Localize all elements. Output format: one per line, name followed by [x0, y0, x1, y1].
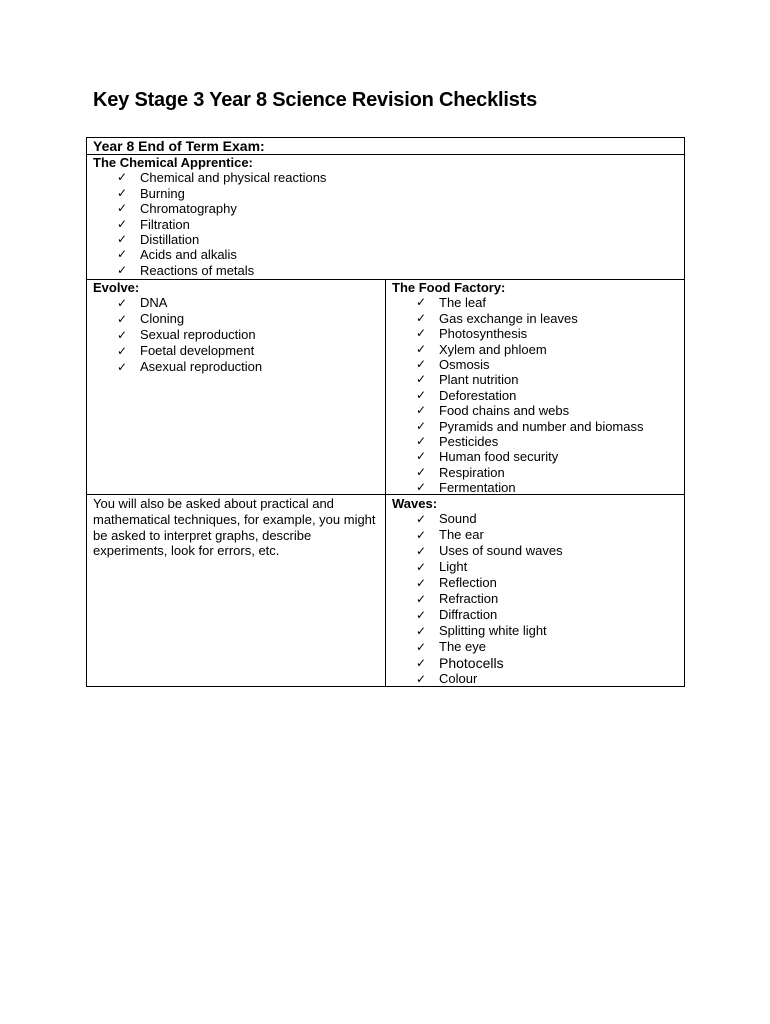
- checklist-item: ✓ Sexual reproduction: [117, 327, 262, 343]
- checklist-item: ✓ Light: [416, 559, 563, 575]
- chemical-apprentice-list: [93, 170, 326, 278]
- checklist-item: ✓ Reactions of metals: [117, 263, 326, 278]
- checklist-item: ✓ Uses of sound waves: [416, 543, 563, 559]
- checklist-item: ✓ Gas exchange in leaves: [416, 311, 644, 326]
- checklist-item: ✓ Colour: [416, 671, 563, 687]
- table-column-divider: [385, 279, 386, 687]
- evolve-list: [93, 295, 262, 375]
- checklist-item: ✓ Plant nutrition: [416, 372, 644, 387]
- section-heading-food-factory: The Food Factory:: [392, 280, 506, 295]
- checklist-item: ✓ Refraction: [416, 591, 563, 607]
- checklist-item: ✓ Foetal development: [117, 343, 262, 359]
- checklist-item: ✓ Splitting white light: [416, 623, 563, 639]
- section-heading-waves: Waves:: [392, 496, 438, 511]
- chemical-apprentice-section: [93, 155, 326, 278]
- checklist-item: ✓ Diffraction: [416, 607, 563, 623]
- checklist-item: ✓ DNA: [117, 295, 262, 311]
- checklist-item: ✓ Osmosis: [416, 357, 644, 372]
- document-title: Key Stage 3 Year 8 Science Revision Checklists: [93, 89, 538, 111]
- checklist-item: ✓ Burning: [117, 186, 326, 201]
- revision-checklist-table: [86, 137, 685, 687]
- checklist-item: ✓ The ear: [416, 527, 563, 543]
- checklist-item: ✓ Food chains and webs: [416, 403, 644, 418]
- evolve-section: [93, 280, 262, 375]
- checklist-item: ✓ Cloning: [117, 311, 262, 327]
- exam-heading: Year 8 End of Term Exam:: [93, 138, 265, 154]
- checklist-item: ✓ The eye: [416, 639, 563, 655]
- practical-skills-note: You will also be asked about practical and mathematical techniques, for example, you might be asked to interpret graphs, describe experiments, look for errors, etc.: [93, 496, 376, 559]
- checklist-item: ✓ Photocells: [416, 655, 563, 671]
- checklist-item: ✓ Filtration: [117, 217, 326, 232]
- checklist-item: ✓ Xylem and phloem: [416, 342, 644, 357]
- checklist-item: ✓ Deforestation: [416, 388, 644, 403]
- food-factory-list: [392, 295, 644, 495]
- checklist-item: ✓ Asexual reproduction: [117, 359, 262, 375]
- food-factory-section: [392, 280, 644, 496]
- checklist-item: ✓ Chemical and physical reactions: [117, 170, 326, 185]
- checklist-item: ✓ Photosynthesis: [416, 326, 644, 341]
- checklist-item: ✓ Distillation: [117, 232, 326, 247]
- checklist-item: ✓ Chromatography: [117, 201, 326, 216]
- checklist-item: ✓ The leaf: [416, 295, 644, 310]
- checklist-item: ✓ Pyramids and number and biomass: [416, 419, 644, 434]
- checklist-item: ✓ Fermentation: [416, 480, 644, 495]
- checklist-item: ✓ Acids and alkalis: [117, 247, 326, 262]
- checklist-item: ✓ Respiration: [416, 465, 644, 480]
- checklist-item: ✓ Reflection: [416, 575, 563, 591]
- checklist-item: ✓ Pesticides: [416, 434, 644, 449]
- checklist-item: ✓ Human food security: [416, 449, 644, 464]
- waves-section: [392, 496, 563, 687]
- waves-list: [392, 511, 563, 687]
- section-heading-chemical-apprentice: The Chemical Apprentice:: [93, 155, 253, 170]
- checklist-item: ✓ Sound: [416, 511, 563, 527]
- section-heading-evolve: Evolve:: [93, 280, 140, 295]
